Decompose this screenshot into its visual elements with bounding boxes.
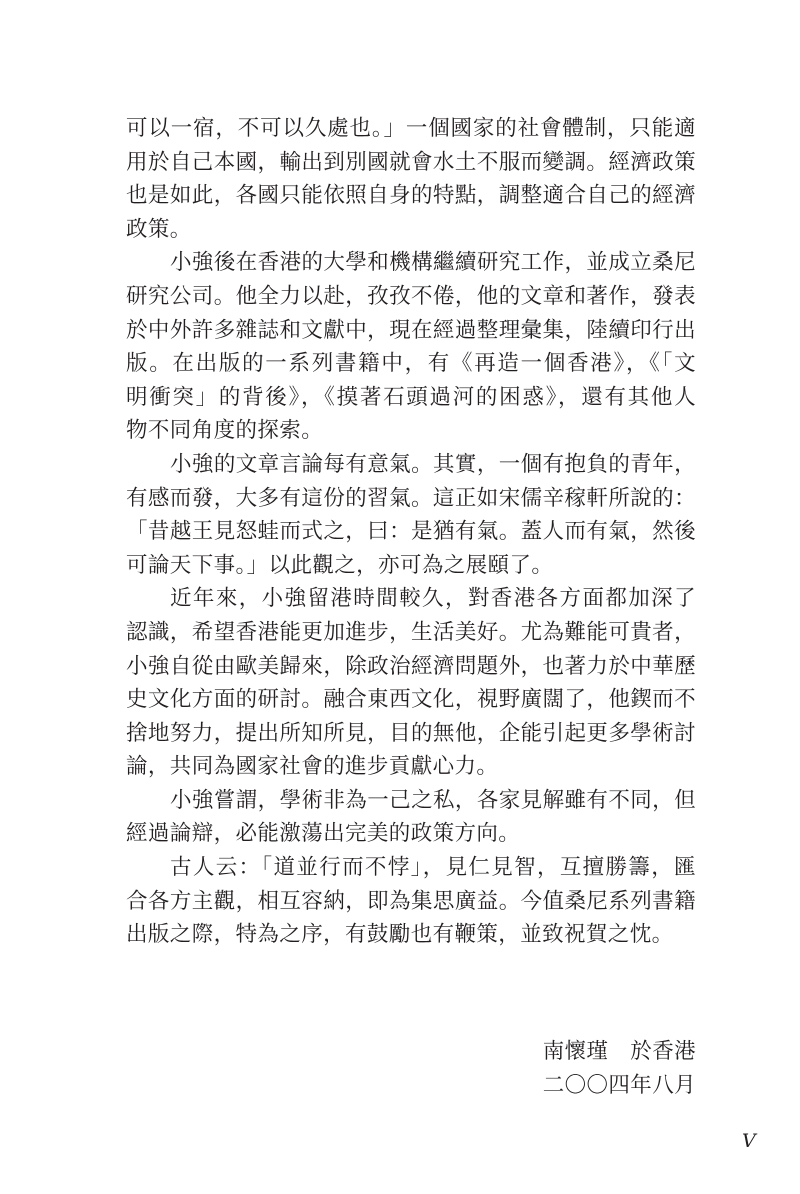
body-text-line: 史文化方面的研討。融合東西文化，視野廣闊了，他鍥而不	[126, 687, 696, 713]
body-text-line: 「昔越王見怒蛙而式之，曰：是猶有氣。蓋人而有氣，然後	[126, 519, 696, 545]
body-text-line: 用於自己本國，輸出到別國就會水土不服而變調。經濟政策	[126, 149, 696, 175]
body-text-line: 古人云：「道並行而不悖」，見仁見智，互擅勝籌，匯	[170, 855, 696, 881]
body-text-line: 明衝突」的背後》，《摸著石頭過河的困惑》，還有其他人	[126, 384, 696, 410]
author-location-line: 南懷瑾 於香港	[542, 1039, 696, 1064]
body-text-line: 捨地努力，提出所知所見，目的無他，企能引起更多學術討	[126, 720, 696, 746]
body-text-line: 可以一宿，不可以久處也。」一個國家的社會體制，只能適	[126, 116, 696, 141]
body-text-line: 政策。	[126, 216, 192, 242]
page-number: V	[742, 1130, 756, 1152]
body-text-line: 於中外許多雜誌和文獻中，現在經過整理彙集，陸續印行出	[126, 317, 696, 343]
body-text-line: 論，共同為國家社會的進步貢獻心力。	[126, 754, 499, 780]
body-text-line: 認識，希望香港能更加進步，生活美好。尤為難能可貴者，	[126, 619, 696, 645]
signature-block	[543, 1035, 696, 1103]
body-text-line: 版。在出版的一系列書籍中，有《再造一個香港》，《「文	[126, 351, 696, 377]
body-text-line: 有感而發，大多有這份的習氣。這正如宋儒辛稼軒所說的：	[126, 485, 696, 511]
body-text-line: 小強自從由歐美歸來，除政治經濟問題外，也著力於中華歷	[126, 653, 696, 679]
body-text-line: 出版之際，特為之序，有鼓勵也有鞭策，並致祝賀之忱。	[126, 922, 674, 948]
body-text-line: 物不同角度的探索。	[126, 418, 324, 444]
preface-body-text	[126, 112, 696, 952]
body-text-line: 合各方主觀，相互容納，即為集思廣益。今值桑尼系列書籍	[126, 888, 696, 914]
body-text-line: 小強的文章言論每有意氣。其實，一個有抱負的青年，	[170, 451, 696, 477]
body-text-line: 也是如此，各國只能依照自身的特點，調整適合自己的經濟	[126, 183, 696, 209]
body-text-line: 近年來，小強留港時間較久，對香港各方面都加深了	[170, 586, 696, 612]
body-text-line: 小強後在香港的大學和機構繼續研究工作，並成立桑尼	[170, 250, 696, 276]
body-text-line: 小強嘗謂，學術非為一己之私，各家見解雖有不同，但	[170, 787, 696, 813]
body-text-line: 經過論辯，必能激蕩出完美的政策方向。	[126, 821, 521, 847]
body-text-line: 研究公司。他全力以赴，孜孜不倦，他的文章和著作，發表	[126, 283, 696, 309]
body-text-line: 可論天下事。」以此觀之，亦可為之展頤了。	[126, 552, 554, 578]
date-line: 二〇〇四年八月	[542, 1073, 696, 1098]
